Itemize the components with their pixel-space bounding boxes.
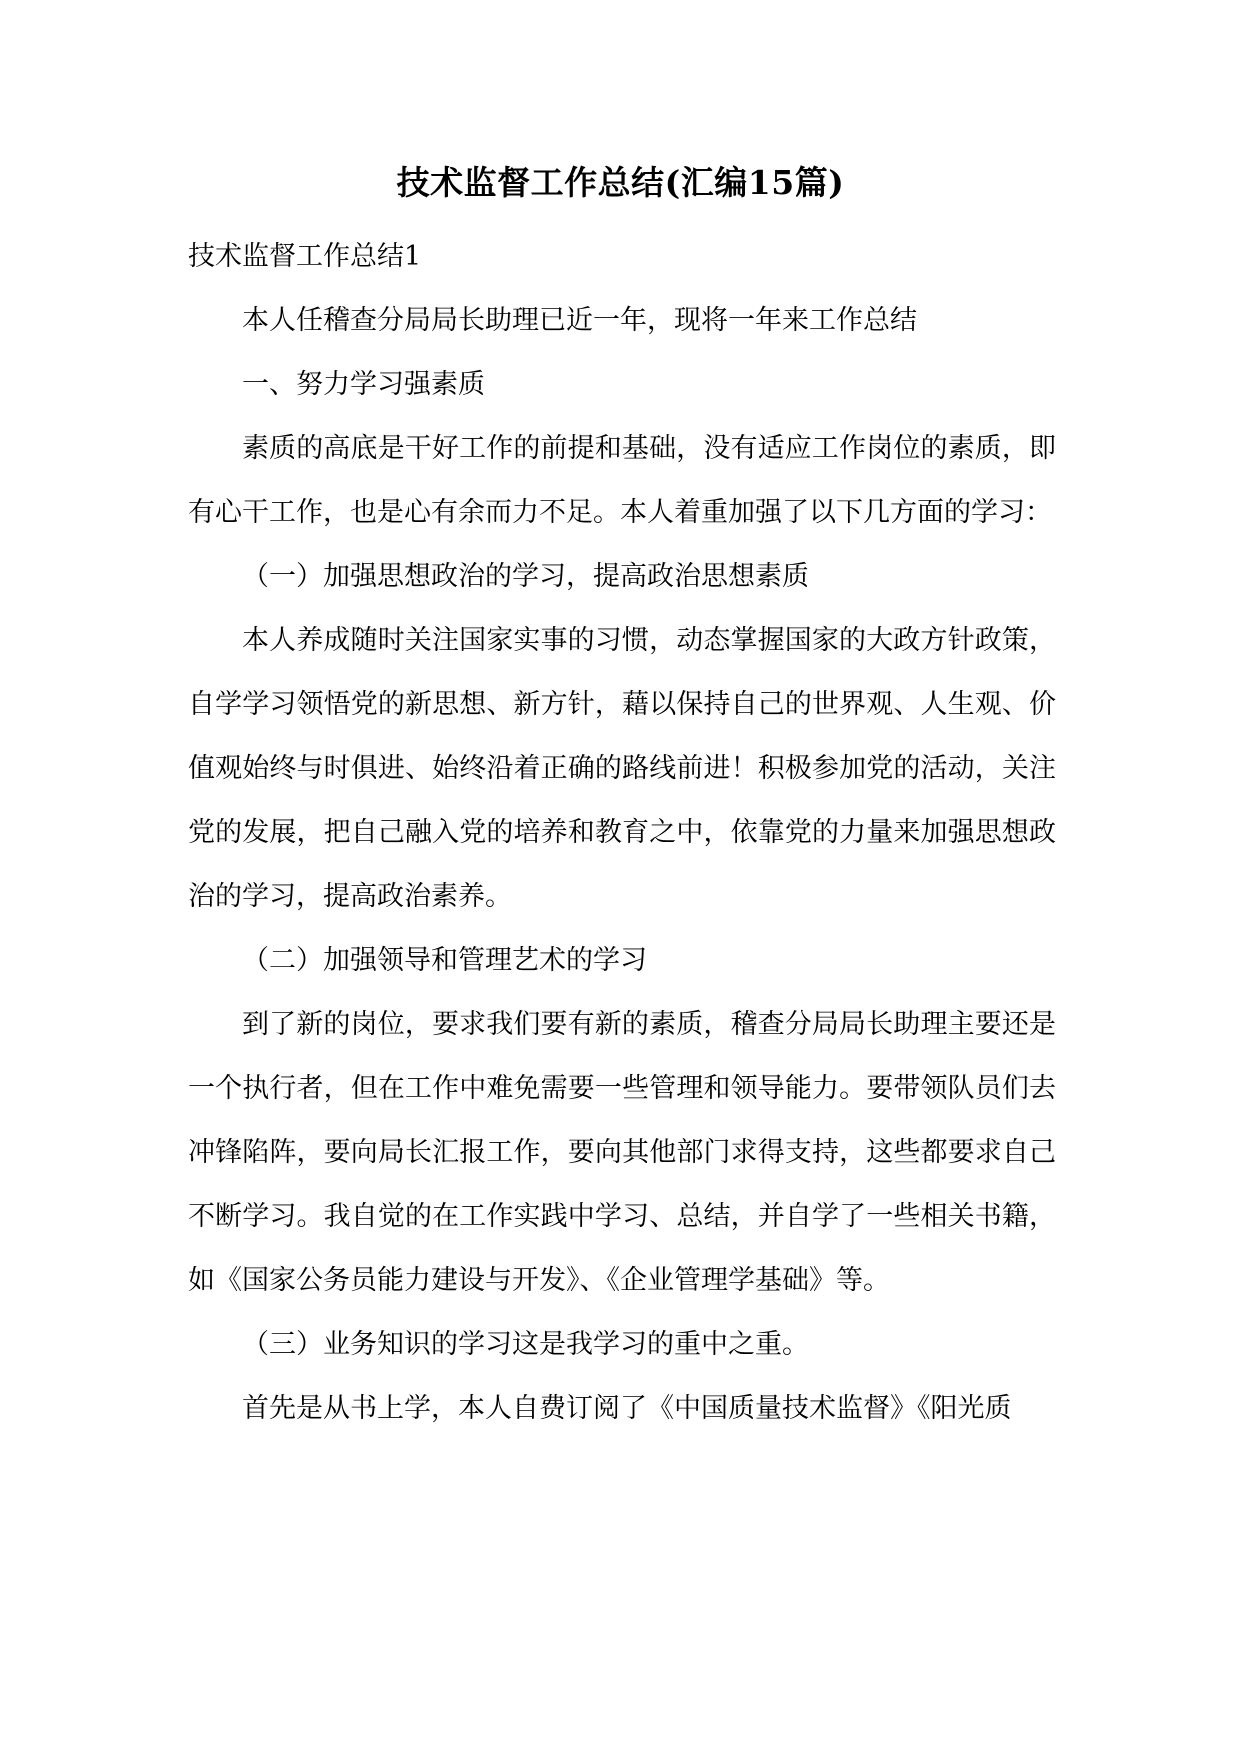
paragraph: 本人养成随时关注国家实事的习惯，动态掌握国家的大政方针政策，自学学习领悟党的新思想、新方针，藉以保持自己的世界观、人生观、价值观始终与时俱进、始终沿着正确的路线前进！积极参加党的活动，关注党的发展，把自己融入党的培养和教育之中，依靠党的力量来加强思想政治的学习，提高政治素养。 xyxy=(188,625,1056,912)
subheading: （一）加强思想政治的学习，提高政治思想素质 xyxy=(242,561,809,592)
document-body xyxy=(188,225,1056,1441)
paragraph: 首先是从书上学，本人自费订阅了《中国质量技术监督》《阳光质 xyxy=(242,1393,1012,1424)
document-title: 技术监督工作总结(汇编15篇) xyxy=(396,163,845,202)
subheading: （三）业务知识的学习这是我学习的重中之重。 xyxy=(242,1329,809,1360)
subheading: 一、努力学习强素质 xyxy=(242,369,485,400)
paragraph: 素质的高底是干好工作的前提和基础，没有适应工作岗位的素质，即有心干工作，也是心有余而力不足。本人着重加强了以下几方面的学习： xyxy=(188,433,1056,528)
section-heading: 技术监督工作总结1 xyxy=(188,241,422,272)
paragraph: 到了新的岗位，要求我们要有新的素质，稽查分局局长助理主要还是一个执行者，但在工作中难免需要一些管理和领导能力。要带领队员们去冲锋陷阵，要向局长汇报工作，要向其他部门求得支持，这些都要求自己不断学习。我自觉的在工作实践中学习、总结，并自学了一些相关书籍，如《国家公务员能力建设与开发》、《企业管理学基础》等。 xyxy=(188,1009,1056,1296)
subheading: （二）加强领导和管理艺术的学习 xyxy=(242,945,647,976)
paragraph: 本人任稽查分局局长助理已近一年，现将一年来工作总结 xyxy=(242,305,917,336)
